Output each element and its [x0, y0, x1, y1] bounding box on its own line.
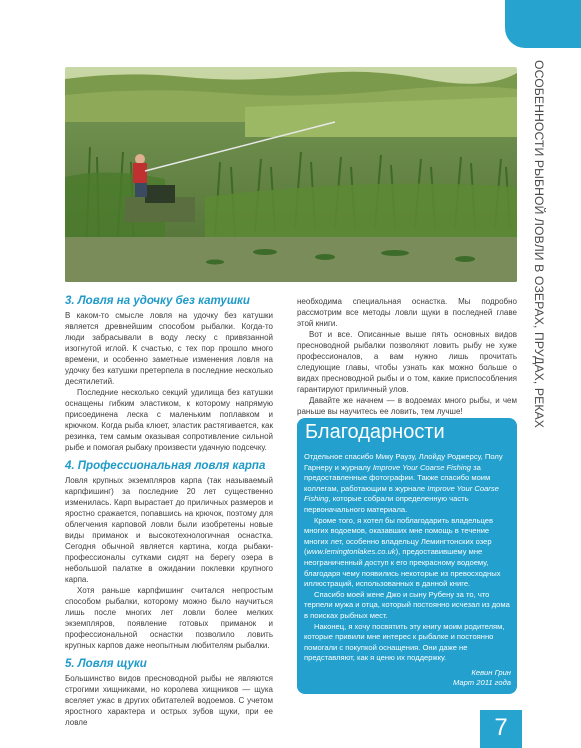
paragraph: Давайте же начнем — в водоемах много рыбы, и чем раньше вы научитесь ее ловить, тем лучше! [297, 396, 517, 416]
paragraph: Ловля крупных экземпляров карпа (так называемый карпфишинг) за последние 20 лет существенно изменилась. Карп вырастает до приличных размеров и яростно сражается, попавшись на крючок, поэтому для облегчения карповой ловли были изобретены новые виды приманок и высокотехнологичная оснастка. Сегодня обычной является картина, когда рыбаки-профессионалы сутками сидят на берегу озера в небольшой палатке в ожидании поклевки крупного карпа. [65, 476, 273, 584]
paragraph: Большинство видов пресноводной рыбы не являются строгими хищниками, но королева хищников — щука вселяет ужас в других обитателей водоемов. С учетом яростного характера и острых зубов щуки, при ее ловле [65, 674, 273, 727]
page-number-badge [480, 710, 522, 748]
paragraph: Вот и все. Описанные выше пять основных видов пресноводной рыбалки позволяют ловить рыбу не хуже профессионалов, а вам нужно лишь прочитать следующие главы, чтобы узнать как можно больше о видах пресноводной рыбы и о том, какие приспособления гарантируют приличный улов. [297, 330, 517, 394]
signature: Кевин Грин [471, 667, 511, 677]
paragraph: Хотя раньше карпфишинг считался непростым способом рыбалки, которому можно было научиться лишь после многих лет ловли более мелких экземпляров, появление готовых приманок и профессиональной оснастки позволило ловить крупных карпов даже неопытным любителям рыбалки. [65, 586, 273, 650]
chapter-side-title [526, 60, 552, 480]
acknowledgements-text [304, 452, 511, 689]
right-column [297, 296, 517, 417]
paragraph: Отдельное спасибо Мику Раузу, Ллойду Роджерсу, Полу Гарнеру и журналу Improve Your Coarse Fishing за предоставленные фотографии. Также спасибо моим коллегам, работающим в журнале Improve Your Coarse Fishing, которые собрали определенную часть первоначального материала. [304, 452, 503, 514]
section-heading-carp-fishing: 4. Профессиональная ловля карпа [65, 460, 266, 472]
paragraph: В каком-то смысле ловля на удочку без катушки является древнейшим способом рыбалки. Когда-то люди забрасывали в воду леску с привязанной изогнутой иглой. К счастью, с тех пор прошло много времени, и особенно заметные изменения ловля на удочку без катушки претерпела в последние несколько десятилетий. [65, 311, 273, 386]
acknowledgements-title: Благодарности [305, 421, 445, 443]
section-heading-pole-fishing: 3. Ловля на удочку без катушки [65, 295, 250, 307]
section-heading-pike-fishing: 5. Ловля щуки [65, 658, 147, 670]
paragraph: необходима специальная оснастка. Мы подробно рассмотрим все методы ловли щуки в последней главе этой книги. [297, 297, 517, 328]
chapter-side-title-text: ОСОБЕННОСТИ РЫБНОЙ ЛОВЛИ В ОЗЕРАХ, ПРУДАХ, РЕКАХ [532, 60, 546, 428]
paragraph: Спасибо моей жене Джо и сыну Рубену за то, что терпели мужа и отца, который постоянно исчезал из дома в поисках рыбных мест. [304, 589, 510, 620]
left-column [65, 296, 273, 728]
paragraph: Наконец, я хочу посвятить эту книгу моим родителям, которые привили мне интерес к рыбалке и постоянно помогали с покупкой оснащения. Они даже не представляют, как я ценю их поддержку. [304, 621, 505, 663]
fishing-photo [65, 67, 517, 282]
page-number: 7 [494, 714, 508, 741]
corner-tab [505, 0, 581, 48]
paragraph: Кроме того, я хотел бы поблагодарить владельцев многих водоемов, оказавших мне помощь в течение многих лет, особенно владельцу Лемингтонских озер (www.lemingtonlakes.co.uk), предоставившему мне неограниченный доступ к его прекрасному водоему, благодаря чему появились некоторые из превосходных иллюстраций, использованных в данной книге. [304, 515, 501, 589]
signature-date: Март 2011 года [452, 678, 511, 688]
paragraph: Последние несколько секций удилища без катушки оснащены гибким эластиком, к которому напрямую присоединена леска с маленьким поплавком и крючком. Когда рыба клюет, эластик растягивается, как резинка, тем самым оказывая сопротивление сильной рыбе и помогая рыбаку произвести удачную подсечку. [65, 388, 273, 452]
